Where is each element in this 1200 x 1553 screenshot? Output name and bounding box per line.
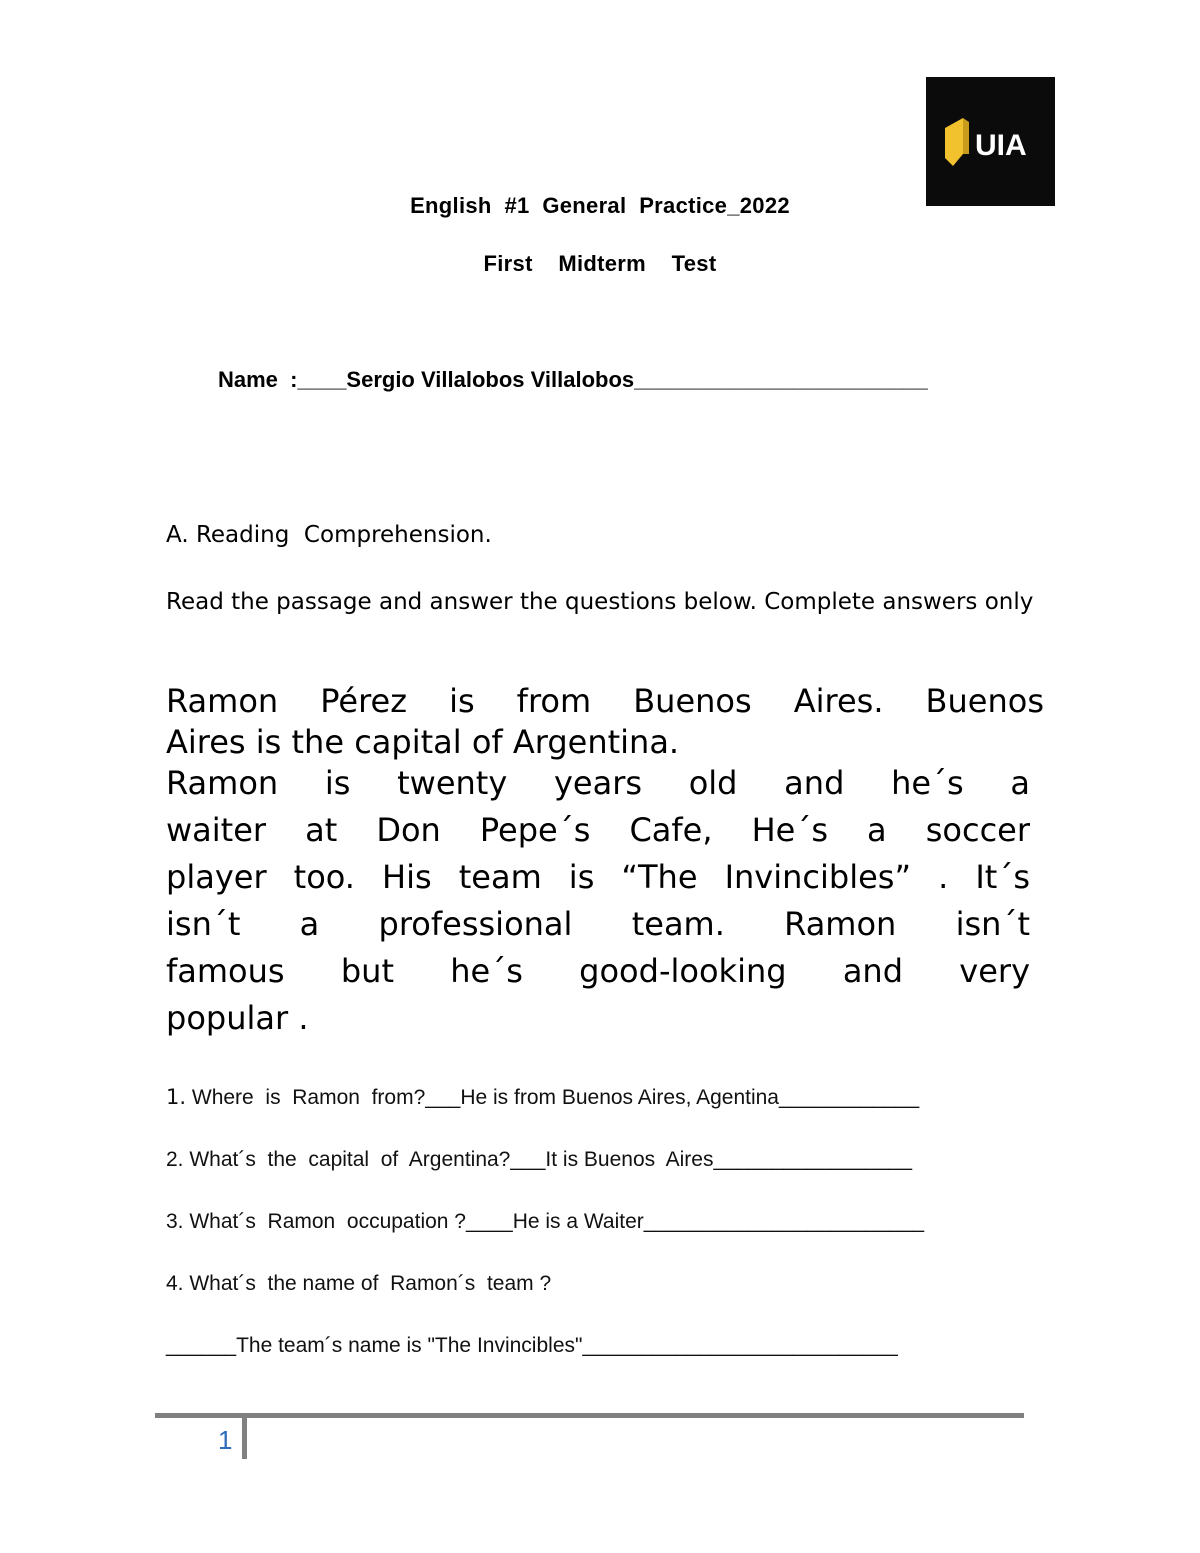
footer-divider [242,1418,247,1459]
student-name-line: Name :____Sergio Villalobos Villalobos________________________ [218,367,928,392]
passage-line: famous but he´s good-looking and very [166,952,1030,990]
passage-line: popular . [166,999,309,1037]
section-heading: A. Reading Comprehension. [166,522,492,548]
passage-line: Aires is the capital of Argentina. [166,723,680,761]
uia-logo [926,77,1055,206]
footer-rule [155,1413,1024,1418]
passage-line: isn´t a professional team. Ramon isn´t [166,905,1030,943]
page-number: 1 [218,1425,233,1455]
uia-logo-text: UIA [974,128,1027,162]
question-4-answer: ______The team´s name is "The Invincibles"___________________________ [166,1334,898,1357]
question-4: 4. What´s the name of Ramon´s team ? [166,1272,552,1295]
question-1 [166,1085,919,1110]
question-2: 2. What´s the capital of Argentina?___It is Buenos Aires_________________ [166,1148,913,1171]
question-3: 3. What´s Ramon occupation ?____He is a Waiter________________________ [166,1210,925,1233]
passage-line: Ramon Pérez is from Buenos Aires. Buenos [166,682,1044,720]
uia-logo-mark [941,114,1041,170]
passage-line: Ramon is twenty years old and he´s a [166,764,1030,802]
question-1-text: Where is Ramon from?___He is from Buenos Aires, Agentina____________ [186,1086,920,1109]
passage-line: player too. His team is “The Invincibles” . It´s [166,858,1030,896]
section-instructions: Read the passage and answer the questions below. Complete answers only [166,589,1034,615]
document-subtitle: First Midterm Test [483,251,717,276]
question-1-number: 1. [166,1085,187,1109]
passage-line: waiter at Don Pepe´s Cafe, He´s a soccer [166,811,1030,849]
document-title: English #1 General Practice_2022 [410,193,790,218]
